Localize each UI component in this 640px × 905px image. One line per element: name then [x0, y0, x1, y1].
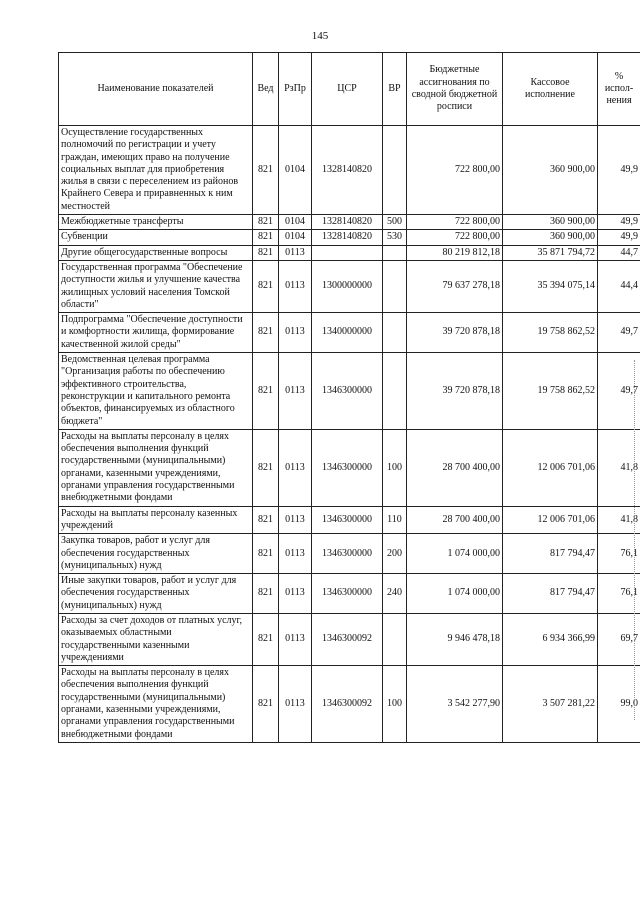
row-name-cell: Субвенции: [59, 230, 253, 245]
table-row: [59, 613, 640, 665]
row-rzpr-cell: 0113: [279, 245, 312, 260]
row-vr-cell: 500: [383, 215, 407, 230]
row-csr-cell: 1328140820: [312, 215, 383, 230]
table-row: [59, 353, 640, 430]
row-ved-cell: 821: [253, 534, 279, 574]
row-name-cell: Расходы на выплаты персоналу в целях обеспечения выполнения функций государственными (муниципальными) органами, казенными учреждениями, органами управления государственными внебюджетными фондами: [59, 666, 253, 743]
row-ved-cell: 821: [253, 215, 279, 230]
row-ved-cell: 821: [253, 260, 279, 312]
row-name-cell: Закупка товаров, работ и услуг для обеспечения государственных (муниципальных) нужд: [59, 534, 253, 574]
row-cash-cell: 12 006 701,06: [503, 506, 598, 534]
row-vr-cell: [383, 245, 407, 260]
table-row: [59, 666, 640, 743]
row-csr-cell: 1346300000: [312, 506, 383, 534]
row-pct-cell: 49,9: [598, 126, 640, 215]
row-rzpr-cell: 0104: [279, 230, 312, 245]
row-vr-cell: [383, 126, 407, 215]
row-pct-cell: 76,1: [598, 574, 640, 614]
row-ved-cell: 821: [253, 230, 279, 245]
table-row: [59, 506, 640, 534]
row-ved-cell: 821: [253, 353, 279, 430]
row-cash-cell: 19 758 862,52: [503, 353, 598, 430]
row-name-cell: Другие общегосударственные вопросы: [59, 245, 253, 260]
row-budget-cell: 722 800,00: [407, 126, 503, 215]
table-row: [59, 230, 640, 245]
row-budget-cell: 1 074 000,00: [407, 534, 503, 574]
row-cash-cell: 35 394 075,14: [503, 260, 598, 312]
row-cash-cell: 817 794,47: [503, 574, 598, 614]
budget-execution-table: [58, 52, 640, 743]
row-vr-cell: 530: [383, 230, 407, 245]
row-csr-cell: 1328140820: [312, 126, 383, 215]
row-budget-cell: 1 074 000,00: [407, 574, 503, 614]
row-pct-cell: 76,1: [598, 534, 640, 574]
row-name-cell: Расходы на выплаты персоналу в целях обеспечения выполнения функций государственными (муниципальными) органами, казенными учреждениями, органами управления государственными внебюджетными фондами: [59, 429, 253, 506]
row-name-cell: Межбюджетные трансферты: [59, 215, 253, 230]
row-pct-cell: 41,8: [598, 429, 640, 506]
row-budget-cell: 28 700 400,00: [407, 429, 503, 506]
row-vr-cell: 100: [383, 666, 407, 743]
row-rzpr-cell: 0113: [279, 429, 312, 506]
row-budget-cell: 722 800,00: [407, 215, 503, 230]
table-row: [59, 429, 640, 506]
row-csr-cell: 1346300000: [312, 429, 383, 506]
row-rzpr-cell: 0113: [279, 574, 312, 614]
row-ved-cell: 821: [253, 613, 279, 665]
row-name-cell: Расходы на выплаты персоналу казенных учреждений: [59, 506, 253, 534]
row-cash-cell: 12 006 701,06: [503, 429, 598, 506]
col-header-csr: ЦСР: [312, 53, 383, 126]
row-budget-cell: 39 720 878,18: [407, 313, 503, 353]
col-header-ved: Вед: [253, 53, 279, 126]
table-body: [59, 126, 640, 743]
row-vr-cell: [383, 353, 407, 430]
row-name-cell: Иные закупки товаров, работ и услуг для обеспечения государственных (муниципальных) нужд: [59, 574, 253, 614]
col-header-rzpr: РзПр: [279, 53, 312, 126]
table-header-row: [59, 53, 640, 126]
row-vr-cell: [383, 613, 407, 665]
row-ved-cell: 821: [253, 245, 279, 260]
row-ved-cell: 821: [253, 313, 279, 353]
table-row: [59, 534, 640, 574]
row-vr-cell: [383, 313, 407, 353]
row-pct-cell: 41,8: [598, 506, 640, 534]
row-ved-cell: 821: [253, 574, 279, 614]
table-row: [59, 245, 640, 260]
row-pct-cell: 49,9: [598, 230, 640, 245]
row-cash-cell: 35 871 794,72: [503, 245, 598, 260]
row-cash-cell: 360 900,00: [503, 215, 598, 230]
row-rzpr-cell: 0104: [279, 126, 312, 215]
row-csr-cell: 1300000000: [312, 260, 383, 312]
row-budget-cell: 79 637 278,18: [407, 260, 503, 312]
row-vr-cell: [383, 260, 407, 312]
row-csr-cell: [312, 245, 383, 260]
row-budget-cell: 39 720 878,18: [407, 353, 503, 430]
row-vr-cell: 200: [383, 534, 407, 574]
row-rzpr-cell: 0113: [279, 353, 312, 430]
col-header-name: Наименование показателей: [59, 53, 253, 126]
row-csr-cell: 1346300092: [312, 613, 383, 665]
row-pct-cell: 49,7: [598, 353, 640, 430]
row-name-cell: Ведомственная целевая программа "Организация работы по обеспечению эффективного строительства, реконструкции и капитального ремонта объектов, финансируемых из областного бюджета": [59, 353, 253, 430]
col-header-budget: Бюджетные ассигнования по сводной бюджетной росписи: [407, 53, 503, 126]
row-rzpr-cell: 0104: [279, 215, 312, 230]
row-rzpr-cell: 0113: [279, 613, 312, 665]
row-budget-cell: 80 219 812,18: [407, 245, 503, 260]
table-row: [59, 126, 640, 215]
page-number: 145: [311, 30, 329, 42]
row-pct-cell: 49,7: [598, 313, 640, 353]
row-budget-cell: 28 700 400,00: [407, 506, 503, 534]
row-name-cell: Подпрограмма "Обеспечение доступности и комфортности жилища, формирование качественной жилой среды": [59, 313, 253, 353]
row-budget-cell: 9 946 478,18: [407, 613, 503, 665]
row-csr-cell: 1346300000: [312, 353, 383, 430]
row-csr-cell: 1346300000: [312, 574, 383, 614]
row-csr-cell: 1340000000: [312, 313, 383, 353]
col-header-vr: ВР: [383, 53, 407, 126]
row-rzpr-cell: 0113: [279, 666, 312, 743]
row-vr-cell: 240: [383, 574, 407, 614]
table-row: [59, 260, 640, 312]
table-row: [59, 574, 640, 614]
col-header-cash: Кассовое исполнение: [503, 53, 598, 126]
col-header-pct: % испол-нения: [598, 53, 640, 126]
row-rzpr-cell: 0113: [279, 506, 312, 534]
row-vr-cell: 110: [383, 506, 407, 534]
row-cash-cell: 360 900,00: [503, 230, 598, 245]
row-pct-cell: 69,7: [598, 613, 640, 665]
row-ved-cell: 821: [253, 506, 279, 534]
scan-edge-line: [634, 360, 636, 720]
table-row: [59, 313, 640, 353]
row-ved-cell: 821: [253, 429, 279, 506]
row-cash-cell: 3 507 281,22: [503, 666, 598, 743]
row-budget-cell: 3 542 277,90: [407, 666, 503, 743]
row-ved-cell: 821: [253, 666, 279, 743]
row-cash-cell: 817 794,47: [503, 534, 598, 574]
row-csr-cell: 1346300000: [312, 534, 383, 574]
row-rzpr-cell: 0113: [279, 534, 312, 574]
row-ved-cell: 821: [253, 126, 279, 215]
row-cash-cell: 360 900,00: [503, 126, 598, 215]
row-pct-cell: 44,4: [598, 260, 640, 312]
row-pct-cell: 44,7: [598, 245, 640, 260]
row-csr-cell: 1328140820: [312, 230, 383, 245]
row-vr-cell: 100: [383, 429, 407, 506]
row-csr-cell: 1346300092: [312, 666, 383, 743]
row-rzpr-cell: 0113: [279, 260, 312, 312]
row-name-cell: Осуществление государственных полномочий по регистрации и учету граждан, имеющих право на получение социальных выплат для приобретения жилья в связи с переселением из районов Крайнего Севера и приравненных к ним местностей: [59, 126, 253, 215]
row-budget-cell: 722 800,00: [407, 230, 503, 245]
row-pct-cell: 49,9: [598, 215, 640, 230]
row-cash-cell: 6 934 366,99: [503, 613, 598, 665]
row-pct-cell: 99,0: [598, 666, 640, 743]
row-name-cell: Расходы за счет доходов от платных услуг, оказываемых областными государственными казенными учреждениями: [59, 613, 253, 665]
row-name-cell: Государственная программа "Обеспечение доступности жилья и улучшение качества жилищных условий населения Томской области": [59, 260, 253, 312]
row-cash-cell: 19 758 862,52: [503, 313, 598, 353]
table-row: [59, 215, 640, 230]
row-rzpr-cell: 0113: [279, 313, 312, 353]
